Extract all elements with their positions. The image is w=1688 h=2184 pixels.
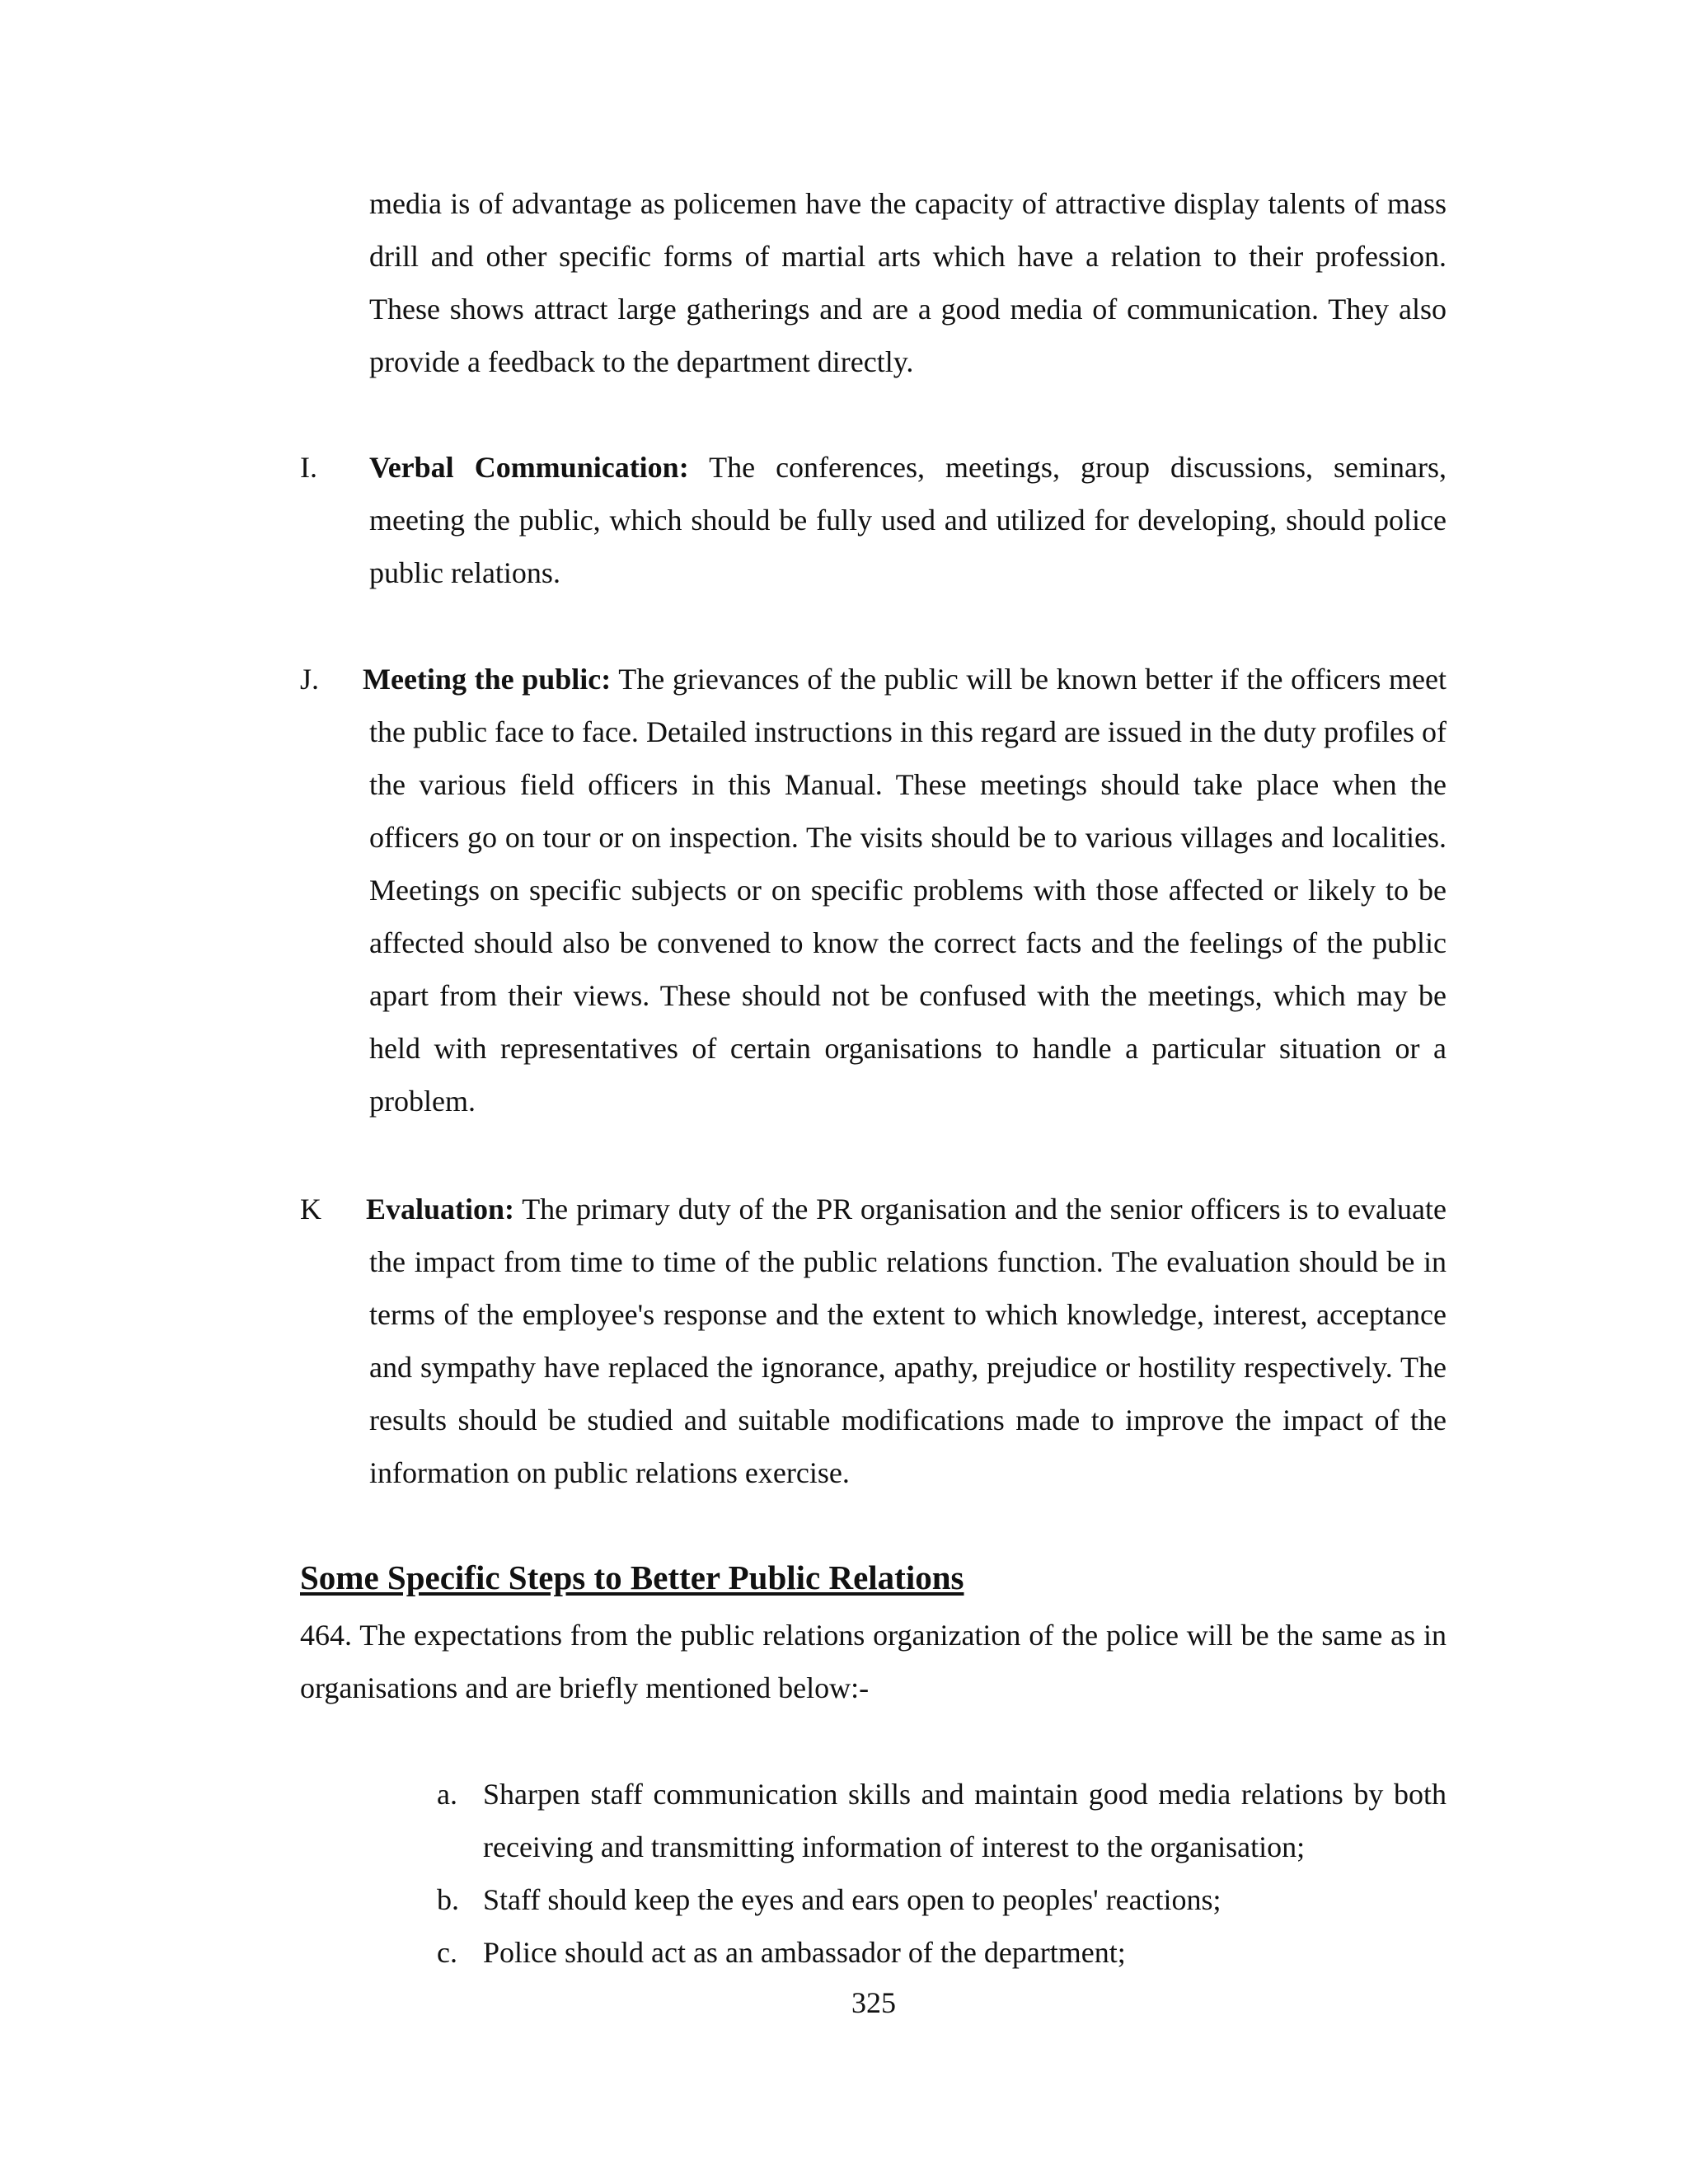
list-item-text: Staff should keep the eyes and ears open to peoples' reactions; [483,1883,1221,1916]
item-letter: I. [300,451,317,484]
item-text: The conferences, meetings, group discussions, seminars, meeting the public, which should be fully used and utilized for developing, should police public relations. [369,451,1447,589]
item-letter: J. [300,663,320,696]
intro-paragraph: media is of advantage as policemen have the capacity of attractive display talents of mass drill and other specific forms of martial arts which have a relation to their profession. These shows attract large gatherings and are a good media of communication. They also provide a feedback to the department directly. [369,187,1447,378]
list-item [437,1926,1447,1979]
expectations-list [437,1768,1447,1979]
item-body [363,653,1447,1127]
page-number: 325 [851,1986,896,2019]
list-item-evaluation [300,1183,1447,1499]
list-marker: b. [437,1883,459,1916]
item-lead: Evaluation: [366,1193,515,1226]
item-text: The primary duty of the PR organisation and the senior officers is to evaluate the impact from time to time of the public relations function. The evaluation should be in terms of the employee's response and the extent to which knowledge, interest, acceptance and sympathy have replaced the ignorance, apathy, prejudice or hostility respectively. The results should be studied and suitable modifications made to improve the impact of the information on public relations exercise. [369,1193,1447,1489]
list-item-verbal-communication [300,441,1447,599]
list-marker: c. [437,1936,457,1969]
list-item-meeting-the-public [300,653,1447,1127]
item-lead: Verbal Communication: [369,451,689,484]
paragraph-464: 464. The expectations from the public relations organization of the police will be the same as in organisations and are briefly mentioned below:- [300,1619,1447,1704]
item-letter: K [300,1193,321,1226]
list-marker: a. [437,1778,457,1811]
list-item-text: Police should act as an ambassador of the department; [483,1936,1126,1969]
list-item-text: Sharpen staff communication skills and maintain good media relations by both receiving and transmitting information of interest to the organisation; [483,1778,1447,1863]
item-lead: Meeting the public: [363,663,612,696]
list-item [437,1768,1447,1873]
section-heading: Some Specific Steps to Better Public Relations [300,1558,964,1596]
item-body [369,441,1447,599]
list-item [437,1873,1447,1926]
item-body [366,1183,1447,1499]
item-text: The grievances of the public will be known better if the officers meet the public face to face. Detailed instructions in this regard are issued in the duty profiles of the various field officers in this Manual. These meetings should take place when the officers go on tour or on inspection. The visits should be to various villages and localities. Meetings on specific subjects or on specific problems with those affected or likely to be affected should also be convened to know the correct facts and the feelings of the public apart from their views. These should not be confused with the meetings, which may be held with representatives of certain organisations to handle a particular situation or a problem. [369,663,1447,1118]
